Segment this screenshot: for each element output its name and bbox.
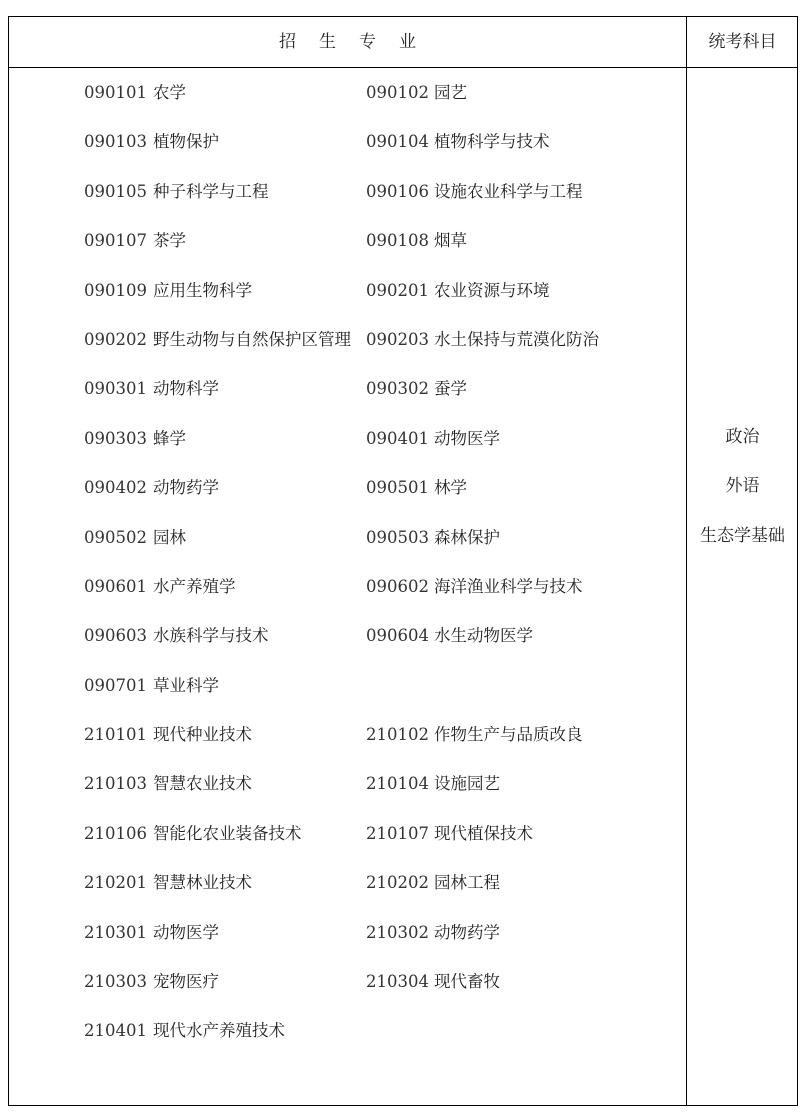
major-code: 210201 — [84, 873, 147, 893]
major-code: 090107 — [84, 231, 147, 251]
major-name: 作物生产与品质改良 — [434, 725, 583, 745]
major-name: 园艺 — [434, 83, 467, 102]
table-row — [9, 661, 686, 710]
major-code: 090402 — [84, 478, 147, 498]
major-name: 动物药学 — [153, 478, 219, 498]
major-code: 090108 — [366, 231, 429, 251]
major-name: 园林工程 — [434, 873, 500, 893]
major-code: 090302 — [366, 379, 429, 399]
major-name: 烟草 — [434, 231, 467, 251]
major-code: 090301 — [84, 379, 147, 399]
major-code: 210103 — [84, 774, 147, 794]
table-row — [9, 266, 686, 315]
major-name: 农业资源与环境 — [434, 280, 550, 300]
major-code: 090701 — [84, 675, 147, 695]
major-name: 种子科学与工程 — [153, 181, 269, 201]
major-name: 林学 — [434, 478, 467, 498]
major-code: 210106 — [84, 823, 147, 843]
major-code: 090601 — [84, 576, 147, 596]
table-row — [9, 414, 686, 463]
major-code: 090105 — [84, 181, 147, 201]
major-code: 090303 — [84, 428, 147, 448]
major-name: 设施农业科学与工程 — [434, 181, 583, 201]
major-name: 海洋渔业科学与技术 — [434, 576, 583, 596]
major-name: 智慧林业技术 — [153, 873, 252, 893]
major-code: 210304 — [366, 972, 429, 992]
major-name: 动物药学 — [434, 922, 500, 942]
major-name: 园林 — [153, 527, 186, 547]
major-name: 水生动物医学 — [434, 626, 533, 646]
major-code: 090604 — [366, 626, 429, 646]
major-code: 210101 — [84, 725, 147, 745]
major-name: 蚕学 — [434, 379, 467, 399]
table-row — [9, 809, 686, 858]
table-row — [9, 710, 686, 759]
major-code: 090203 — [366, 329, 429, 349]
admission-table — [8, 16, 798, 1106]
major-name: 设施园艺 — [434, 774, 500, 794]
major-name: 蜂学 — [153, 428, 186, 448]
exam-subjects — [687, 413, 798, 561]
major-name: 智慧农业技术 — [153, 774, 252, 794]
major-name: 动物科学 — [153, 379, 219, 399]
major-name: 动物医学 — [153, 922, 219, 942]
table-row — [9, 216, 686, 265]
table-header — [9, 17, 797, 68]
major-code: 090202 — [84, 329, 147, 349]
major-code: 090503 — [366, 527, 429, 547]
major-name: 水土保持与荒漠化防治 — [434, 329, 599, 349]
table-row — [9, 858, 686, 907]
table-row — [9, 117, 686, 166]
table-row — [9, 364, 686, 413]
major-name: 现代水产养殖技术 — [153, 1021, 285, 1041]
major-code: 210302 — [366, 922, 429, 942]
major-name: 现代植保技术 — [434, 823, 533, 843]
major-name: 植物科学与技术 — [434, 132, 550, 152]
major-name: 宠物医疗 — [153, 972, 219, 992]
table-row — [9, 167, 686, 216]
major-code: 210303 — [84, 972, 147, 992]
major-code: 090603 — [84, 626, 147, 646]
table-row — [9, 463, 686, 512]
header-exam-subjects: 统考科目 — [708, 32, 777, 52]
header-major: 招生专业 — [279, 32, 439, 52]
major-code: 210104 — [366, 774, 429, 794]
table-row — [9, 611, 686, 660]
major-code: 090106 — [366, 181, 429, 201]
major-code: 210107 — [366, 823, 429, 843]
table-row — [9, 908, 686, 957]
table-row — [9, 759, 686, 808]
major-code: 090201 — [366, 280, 429, 300]
major-code: 090502 — [84, 527, 147, 547]
major-code: 090101 — [84, 83, 147, 102]
major-code: 210401 — [84, 1021, 147, 1041]
major-name: 水产养殖学 — [153, 576, 236, 596]
subject-foreign-language: 外语 — [725, 476, 760, 497]
major-name: 植物保护 — [153, 132, 219, 152]
table-row — [9, 68, 686, 117]
major-code: 090501 — [366, 478, 429, 498]
major-code: 210301 — [84, 922, 147, 942]
major-name: 森林保护 — [434, 527, 500, 547]
major-code: 090104 — [366, 132, 429, 152]
major-name: 应用生物科学 — [153, 280, 252, 300]
major-name: 野生动物与自然保护区管理 — [153, 329, 351, 349]
major-name: 草业科学 — [153, 675, 219, 695]
major-name: 茶学 — [153, 231, 186, 251]
major-code: 090102 — [366, 83, 429, 102]
major-code: 090109 — [84, 280, 147, 300]
major-code: 090401 — [366, 428, 429, 448]
table-row — [9, 1006, 686, 1055]
table-row — [9, 562, 686, 611]
major-name: 现代畜牧 — [434, 972, 500, 992]
major-code: 210102 — [366, 725, 429, 745]
table-row — [9, 513, 686, 562]
major-name: 现代种业技术 — [153, 725, 252, 745]
major-code: 210202 — [366, 873, 429, 893]
major-code: 090602 — [366, 576, 429, 596]
major-name: 智能化农业装备技术 — [153, 823, 302, 843]
major-code: 090103 — [84, 132, 147, 152]
major-list — [9, 68, 686, 1056]
table-row — [9, 315, 686, 364]
major-name: 动物医学 — [434, 428, 500, 448]
subject-politics: 政治 — [725, 427, 760, 447]
subject-ecology-basics: 生态学基础 — [700, 525, 785, 546]
major-name: 水族科学与技术 — [153, 626, 269, 646]
major-name: 农学 — [153, 83, 186, 102]
table-row — [9, 957, 686, 1006]
